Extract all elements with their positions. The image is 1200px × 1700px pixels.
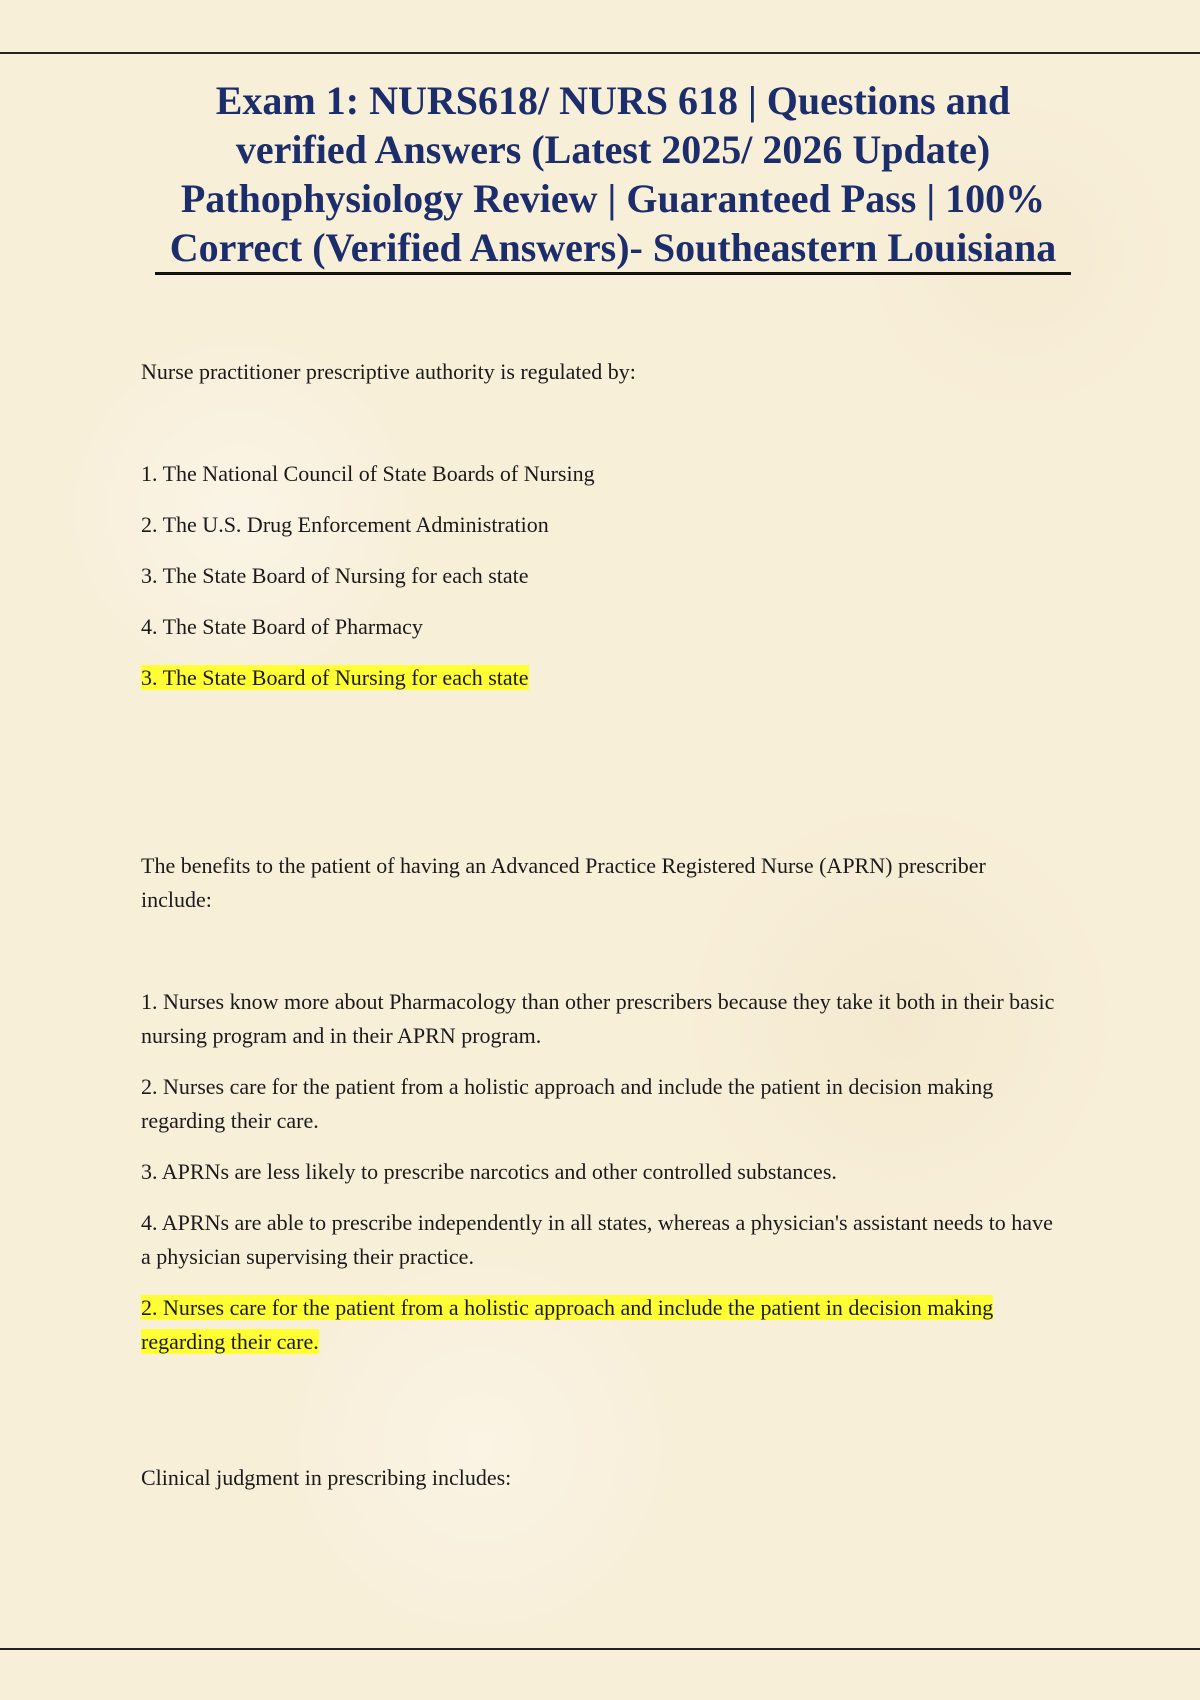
top-rule xyxy=(0,52,1200,54)
q1-option-1: 1. The National Council of State Boards of Nursing xyxy=(141,461,595,486)
q1-option-4: 4. The State Board of Pharmacy xyxy=(141,614,423,639)
title-line-2: verified Answers (Latest 2025/ 2026 Update) xyxy=(235,127,991,172)
question-1: Nurse practitioner prescriptive authority is regulated by: xyxy=(141,359,636,384)
q1-option-3: 3. The State Board of Nursing for each state xyxy=(141,563,529,588)
q2-answer-highlight: 2. Nurses care for the patient from a holistic approach and include the patient in decision making regarding their care. xyxy=(141,1295,994,1354)
q2-option-3: 3. APRNs are less likely to prescribe narcotics and other controlled substances. xyxy=(141,1159,837,1184)
q2-option-2: 2. Nurses care for the patient from a holistic approach and include the patient in decision making regarding their care. xyxy=(141,1074,994,1133)
q1-option-2: 2. The U.S. Drug Enforcement Administration xyxy=(141,512,549,537)
bottom-rule xyxy=(0,1648,1200,1650)
document-title xyxy=(155,76,1071,275)
q1-answer xyxy=(141,661,1061,695)
question-3: Clinical judgment in prescribing includes: xyxy=(141,1465,512,1490)
title-line-1: Exam 1: NURS618/ NURS 618 | Questions and xyxy=(215,78,1011,123)
title-line-3: Pathophysiology Review | Guaranteed Pass | 100% xyxy=(180,176,1046,221)
document-body xyxy=(141,355,1061,1495)
q2-option-1: 1. Nurses know more about Pharmacology than other prescribers because they take it both in their basic nursing program and in their APRN program. xyxy=(141,989,1055,1048)
q2-answer xyxy=(141,1291,1061,1359)
question-2: The benefits to the patient of having an Advanced Practice Registered Nurse (APRN) prescriber include: xyxy=(141,853,986,912)
q2-option-4: 4. APRNs are able to prescribe independently in all states, whereas a physician's assistant needs to have a physician supervising their practice. xyxy=(141,1210,1053,1269)
title-line-4: Correct (Verified Answers)- Southeastern Louisiana xyxy=(169,225,1057,270)
q1-answer-highlight: 3. The State Board of Nursing for each state xyxy=(141,665,529,690)
